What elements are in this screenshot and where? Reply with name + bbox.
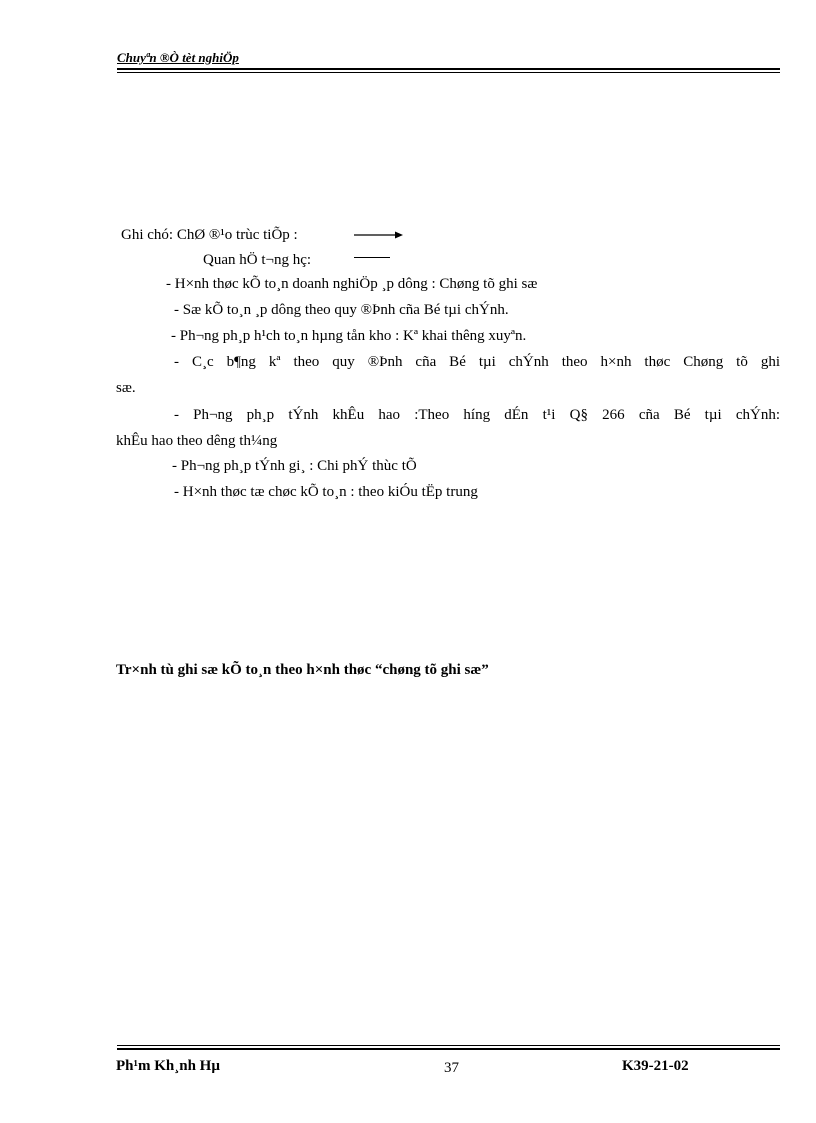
- arrow-right-icon: [354, 231, 404, 239]
- body-line-8: - Ph¬ng ph¸p tÝnh gi¸ : Chi phÝ thùc tÕ: [172, 458, 417, 474]
- footer-class-code: K39-21-02: [622, 1058, 689, 1074]
- body-line-9: - H×nh thøc tæ chøc kÕ to¸n : theo kiÓu tËp trung: [174, 484, 478, 500]
- header-rule-thick: [117, 68, 780, 70]
- header-title: Chuyªn ®Ò tèt nghiÖp: [117, 50, 239, 65]
- body-line-5: sæ.: [116, 380, 136, 396]
- legend-relation: Quan hÖ t¬ng hç:: [203, 252, 312, 268]
- body-line-2: - Sæ kÕ to¸n ¸p dông theo quy ®Þnh cña Bé tµi chÝnh.: [174, 302, 509, 318]
- body-line-6: [116, 406, 780, 424]
- footer-rule-thick: [117, 1048, 780, 1050]
- body-line-7: khÊu hao theo dêng th¼ng: [116, 433, 278, 449]
- body-line-1: - H×nh thøc kÕ to¸n doanh nghiÖp ¸p dông : Chøng tõ ghi sæ: [166, 276, 538, 292]
- section-heading: Tr×nh tù ghi sæ kÕ to¸n theo h×nh thøc “chøng tõ ghi sæ”: [116, 662, 489, 678]
- body-line-4-text: - C¸c b¶ng kª theo quy ®Þnh cña Bé tµi chÝnh theo h×nh thøc Chøng tõ ghi: [174, 354, 780, 370]
- body-line-4: [116, 353, 780, 371]
- legend-direct: Ghi chó: ChØ ®¹o trùc tiÕp :: [121, 227, 298, 243]
- footer-rule-thin: [117, 1045, 780, 1046]
- body-line-3: - Ph¬ng ph¸p h¹ch to¸n hµng tån kho : Kª khai thêng xuyªn.: [171, 328, 527, 344]
- legend-dash-line: [354, 257, 390, 258]
- body-line-6-text: - Ph¬ng ph¸p tÝnh khÊu hao :Theo híng dÉn t¹i Q§ 266 cña Bé tµi chÝnh:: [174, 407, 780, 423]
- footer-author: Ph¹m Kh¸nh Hµ: [116, 1058, 220, 1074]
- page-number: 37: [444, 1060, 459, 1076]
- header-rule-thin: [117, 72, 780, 73]
